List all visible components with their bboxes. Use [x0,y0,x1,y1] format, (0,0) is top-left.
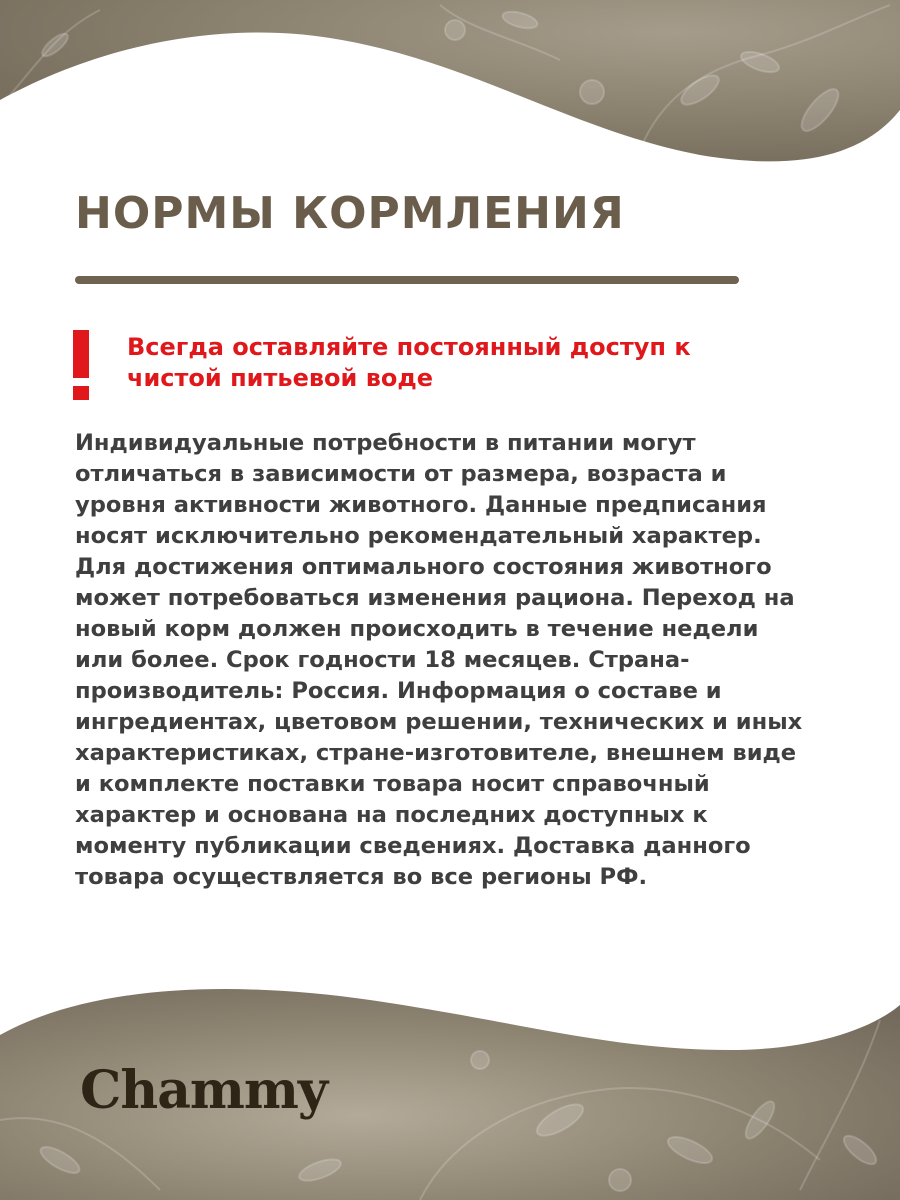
water-warning-text: Всегда оставляйте постоянный доступ к чистой питьевой воде [127,333,691,392]
title-divider [75,276,739,284]
brand-logo: Chammy [80,1060,328,1121]
exclamation-mark-icon [70,330,92,400]
page-title: НОРМЫ КОРМЛЕНИЯ [75,188,625,239]
feeding-info-text: Индивидуальные потребности в питании могут отличаться в зависимости от размера, возраста и уровня активности животного. Данные предписания носят исключительно рекомендательный характер. Для достижения оптимального состояния животного может потребоваться изменения рациона. Переход на новый корм должен происходить в течение недели или более. Срок годности 18 месяцев. Страна-производитель: Россия. Информация о составе и ингредиентах, цветовом решении, технических и иных характеристиках, стране-изготовителе, внешнем виде и комплекте поставки товара носит справочный характер и основана на последних доступных к моменту публикации сведениях. Доставка данного товара осуществляется во все регионы РФ. [75,430,803,890]
